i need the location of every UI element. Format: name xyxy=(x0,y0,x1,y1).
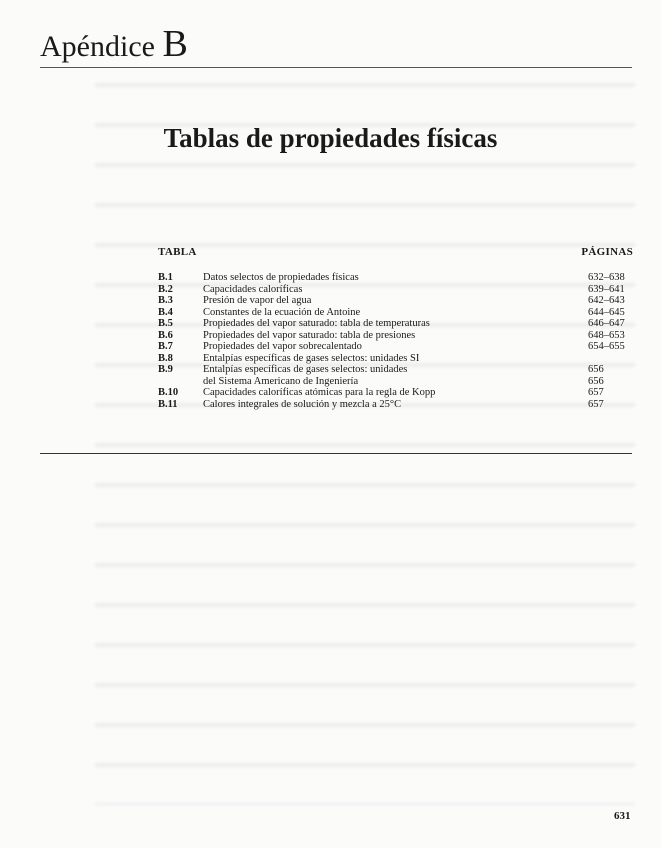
toc-row xyxy=(158,353,633,365)
column-header-pages: PÁGINAS xyxy=(581,246,633,258)
table-description: Calores integrales de solución y mezcla a 25°C xyxy=(203,398,402,410)
table-description: del Sistema Americano de Ingeniería xyxy=(203,375,359,387)
table-code: B.10 xyxy=(158,387,179,398)
toc-row xyxy=(158,284,633,296)
toc-row xyxy=(158,318,633,330)
toc-row xyxy=(158,272,633,284)
table-code: B.8 xyxy=(158,352,173,364)
table-pages: 632–638 xyxy=(588,272,625,283)
table-pages: 648–653 xyxy=(588,329,625,341)
table-description: Datos selectos de propiedades físicas xyxy=(203,272,359,283)
bottom-divider xyxy=(40,453,632,454)
table-pages: 656 xyxy=(588,364,604,375)
table-description: Propiedades del vapor sobrecalentado xyxy=(203,341,362,352)
toc-row xyxy=(158,376,633,388)
page-number: 631 xyxy=(614,810,631,822)
bleed-through-texture xyxy=(95,65,635,805)
table-pages: 657 xyxy=(588,387,604,398)
table-description: Entalpías específicas de gases selectos: unidades SI xyxy=(203,352,420,364)
table-pages: 657 xyxy=(588,398,604,410)
table-description: Entalpías específicas de gases selectos: unidades xyxy=(203,364,408,375)
table-code: B.9 xyxy=(158,364,173,375)
toc-row xyxy=(158,399,633,411)
toc-row xyxy=(158,295,633,307)
table-pages: 646–647 xyxy=(588,318,625,329)
table-description: Propiedades del vapor saturado: tabla de temperaturas xyxy=(203,318,430,329)
toc-row xyxy=(158,330,633,342)
table-code: B.3 xyxy=(158,295,173,306)
table-of-contents xyxy=(158,272,633,410)
table-description: Constantes de la ecuación de Antoine xyxy=(203,306,361,318)
table-description: Propiedades del vapor saturado: tabla de presiones xyxy=(203,329,416,341)
table-pages: 642–643 xyxy=(588,295,625,306)
table-code: B.2 xyxy=(158,283,173,295)
table-code: B.7 xyxy=(158,341,173,352)
table-code: B.6 xyxy=(158,329,173,341)
table-pages: 639–641 xyxy=(588,283,625,295)
table-code: B.5 xyxy=(158,318,173,329)
table-code: B.11 xyxy=(158,398,178,410)
toc-row xyxy=(158,307,633,319)
appendix-letter: B xyxy=(162,23,188,65)
table-pages: 654–655 xyxy=(588,341,625,352)
toc-row xyxy=(158,387,633,399)
table-pages: 656 xyxy=(588,375,604,387)
toc-row xyxy=(158,341,633,353)
toc-row xyxy=(158,364,633,376)
table-description: Capacidades caloríficas atómicas para la regla de Kopp xyxy=(203,387,436,398)
top-divider xyxy=(40,67,632,68)
table-description: Capacidades caloríficas xyxy=(203,283,303,295)
table-code: B.4 xyxy=(158,306,173,318)
page-title: Tablas de propiedades físicas xyxy=(163,123,498,153)
table-code: B.1 xyxy=(158,272,173,283)
table-pages: 644–645 xyxy=(588,306,625,318)
column-header-table: TABLA xyxy=(158,246,197,258)
table-description: Presión de vapor del agua xyxy=(203,295,312,306)
appendix-heading xyxy=(40,24,188,67)
appendix-label: Apéndice xyxy=(40,30,155,63)
